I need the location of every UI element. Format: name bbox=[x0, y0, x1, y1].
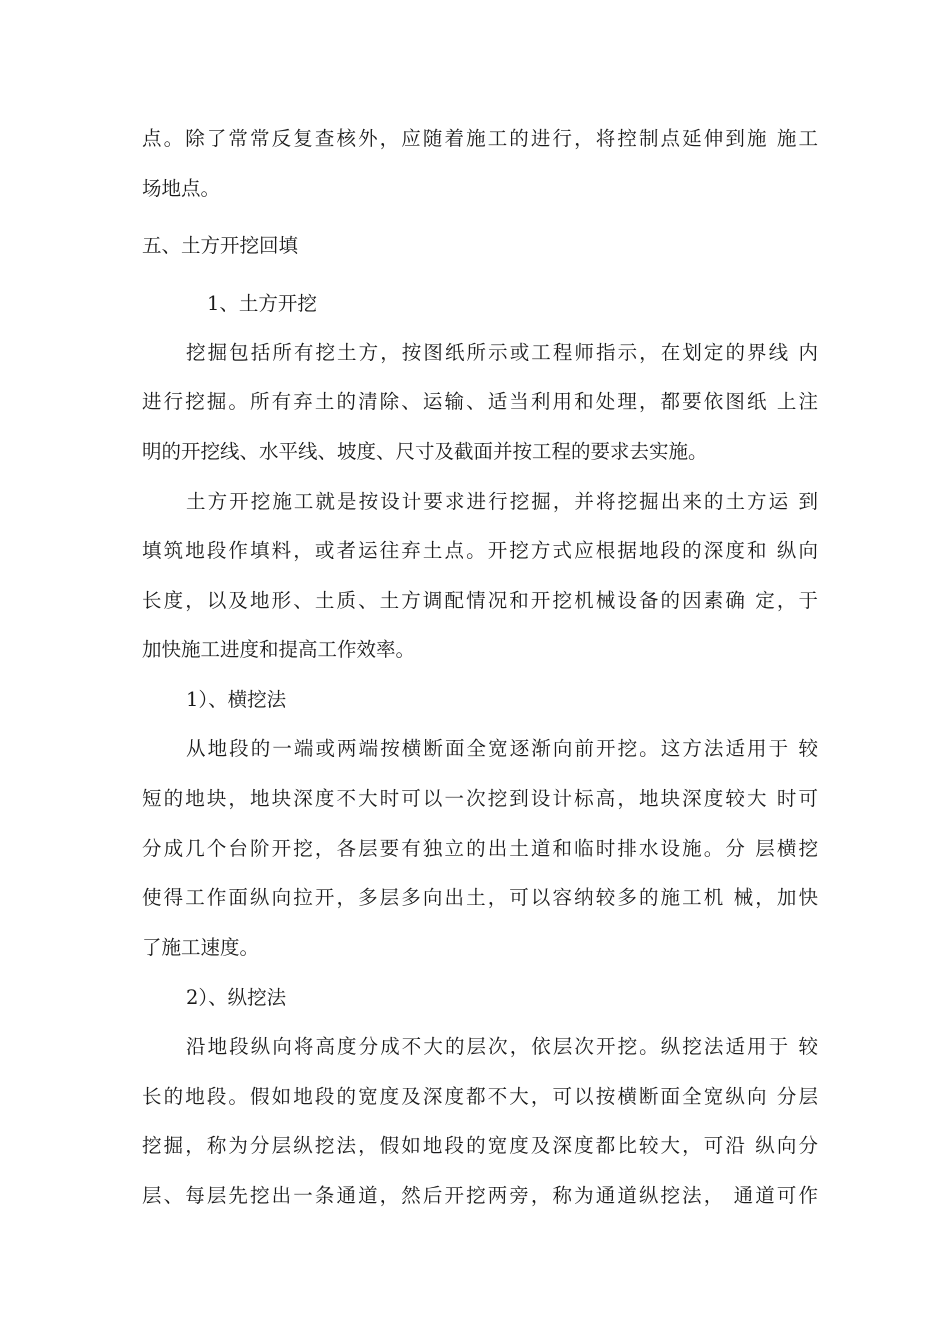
section-heading: 五、土方开挖回填 bbox=[142, 234, 299, 257]
method-heading: 1）、横挖法 bbox=[186, 688, 287, 711]
text-line: 点。除了常常反复查核外，应随着施工的进行，将控制点延伸到施 施工 bbox=[142, 127, 818, 150]
text-line: 短的地块，地块深度不大时可以一次挖到设计标高，地块深度较大 时可 bbox=[142, 787, 818, 810]
text-line: 土方开挖施工就是按设计要求进行挖掘，并将挖掘出来的土方运 到 bbox=[186, 490, 818, 513]
text-line: 挖掘，称为分层纵挖法，假如地段的宽度及深度都比较大，可沿 纵向分 bbox=[142, 1134, 818, 1157]
text-line: 从地段的一端或两端按横断面全宽逐渐向前开挖。这方法适用于 较 bbox=[186, 737, 818, 760]
text-line: 加快施工进度和提高工作效率。 bbox=[142, 638, 416, 661]
text-line: 长的地段。假如地段的宽度及深度都不大，可以按横断面全宽纵向 分层 bbox=[142, 1085, 818, 1108]
text-line: 填筑地段作填料，或者运往弃土点。开挖方式应根据地段的深度和 纵向 bbox=[142, 539, 818, 562]
text-line: 挖掘包括所有挖土方，按图纸所示或工程师指示，在划定的界线 内 bbox=[186, 341, 818, 364]
text-line: 分成几个台阶开挖，各层要有独立的出土道和临时排水设施。分 层横挖 bbox=[142, 837, 818, 860]
text-line: 层、每层先挖出一条通道，然后开挖两旁，称为通道纵挖法， 通道可作 bbox=[142, 1184, 818, 1207]
text-line: 进行挖掘。所有弃土的清除、运输、适当利用和处理，都要依图纸 上注 bbox=[142, 390, 818, 413]
text-line: 场地点。 bbox=[142, 177, 221, 200]
text-line: 长度，以及地形、土质、土方调配情况和开挖机械设备的因素确 定，于 bbox=[142, 589, 818, 612]
subsection-heading: 1、土方开挖 bbox=[207, 292, 317, 315]
text-line: 沿地段纵向将高度分成不大的层次，依层次开挖。纵挖法适用于 较 bbox=[186, 1035, 818, 1058]
method-heading: 2）、纵挖法 bbox=[186, 986, 287, 1009]
text-line: 明的开挖线、水平线、坡度、尺寸及截面并按工程的要求去实施。 bbox=[142, 440, 708, 463]
text-line: 使得工作面纵向拉开，多层多向出土，可以容纳较多的施工机 械，加快 bbox=[142, 886, 818, 909]
text-line: 了施工速度。 bbox=[142, 936, 260, 959]
